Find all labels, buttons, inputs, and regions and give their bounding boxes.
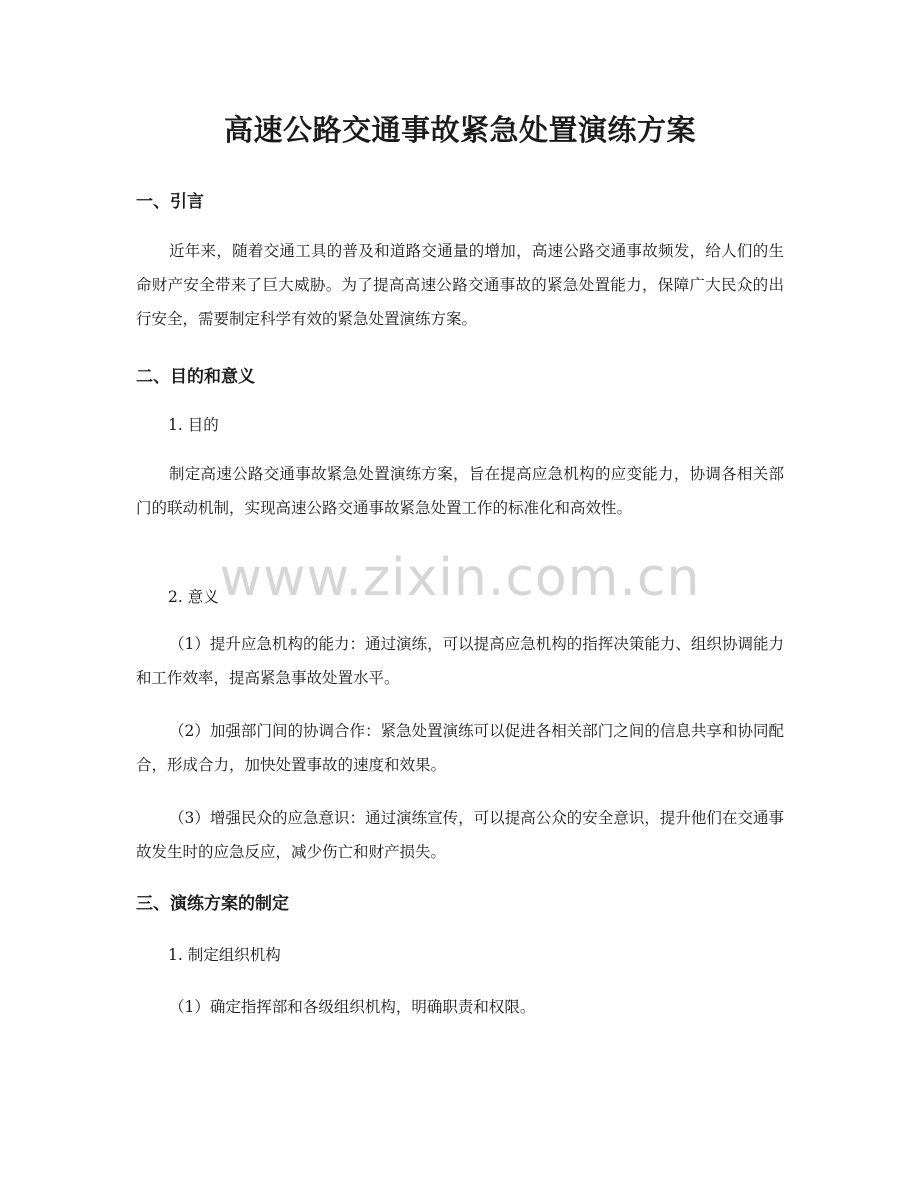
meaning-label: 2. 意义 [168, 588, 219, 606]
section-heading-introduction: 一、引言 [136, 192, 204, 212]
document-title: 高速公路交通事故紧急处置演练方案 [223, 113, 696, 147]
section-heading-plan-formulation: 三、演练方案的制定 [136, 894, 289, 914]
introduction-paragraph: 近年来，随着交通工具的普及和道路交通量的增加，高速公路交通事故频发，给人们的生命财产安全带来了巨大威胁。为了提高高速公路交通事故的紧急处置能力，保障广大民众的出行安全，需要制定科学有效的紧急处置演练方案。 [136, 242, 784, 328]
section-heading-purpose-and-meaning: 二、目的和意义 [136, 367, 255, 387]
meaning-item: （2）加强部门间的协调合作：紧急处置演练可以促进各相关部门之间的信息共享和协同配合，形成合力，加快处置事故的速度和效果。 [136, 722, 784, 774]
org-structure-label: 1. 制定组织机构 [168, 946, 281, 964]
meaning-item: （3）增强民众的应急意识：通过演练宣传，可以提高公众的安全意识，提升他们在交通事故发生时的应急反应，减少伤亡和财产损失。 [136, 809, 784, 861]
watermark: www.zixin.com.cn [219, 548, 701, 608]
org-structure-item: （1）确定指挥部和各级组织机构，明确职责和权限。 [169, 998, 536, 1016]
purpose-paragraph: 制定高速公路交通事故紧急处置演练方案，旨在提高应急机构的应变能力，协调各相关部门的联动机制，实现高速公路交通事故紧急处置工作的标准化和高效性。 [136, 465, 784, 517]
purpose-label: 1. 目的 [168, 416, 219, 434]
meaning-item: （1）提升应急机构的能力：通过演练，可以提高应急机构的指挥决策能力、组织协调能力和工作效率，提高紧急事故处置水平。 [136, 635, 784, 687]
